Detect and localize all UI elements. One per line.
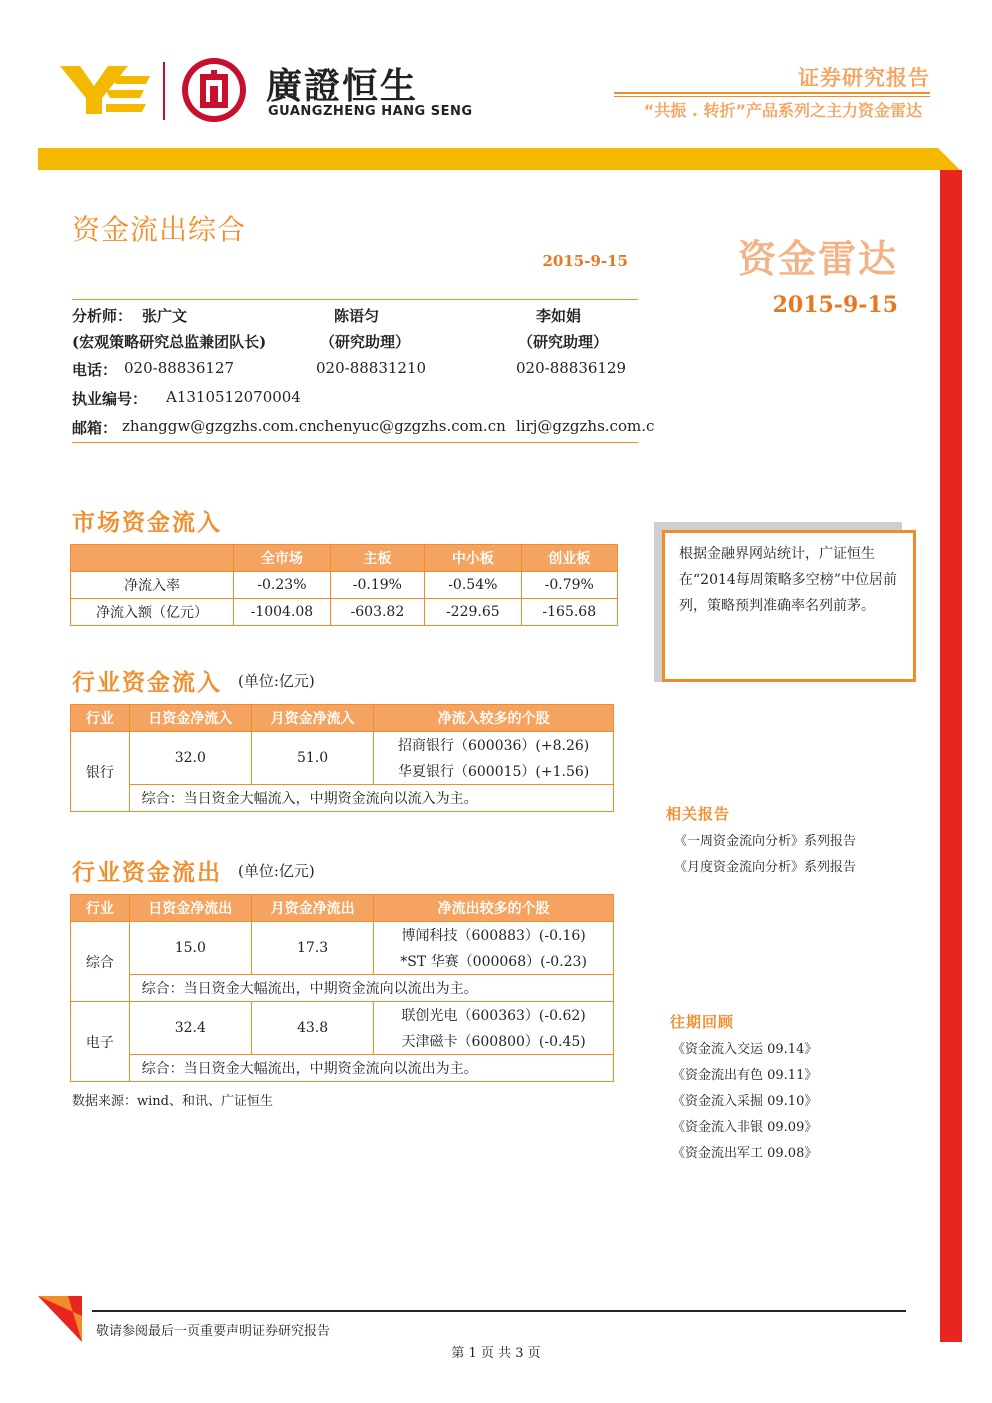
page-number: 第 1 页 共 3 页 bbox=[451, 1346, 541, 1361]
analyst-label: 分析师： bbox=[72, 307, 133, 325]
table-header-row bbox=[71, 545, 618, 572]
email-label: 邮箱： bbox=[72, 419, 118, 437]
brand-name-cn: 廣證恒生 bbox=[266, 66, 419, 107]
brand-logo-icon bbox=[60, 62, 152, 114]
related-report-link[interactable]: 《月度资金流向分析》系列报告 bbox=[674, 860, 857, 875]
table-cell: 32.4 bbox=[129, 1002, 251, 1055]
table-header-cell: 主板 bbox=[330, 545, 424, 572]
table-header-row bbox=[71, 895, 614, 922]
analyst-1-name: 张广文 bbox=[142, 307, 188, 325]
analyst-3-phone: 020-88836129 bbox=[516, 359, 627, 377]
table-cell-stock: 博闻科技（600883）(-0.16) bbox=[374, 922, 614, 949]
table-header-cell: 行业 bbox=[71, 895, 130, 922]
table-cell-industry: 电子 bbox=[71, 1002, 130, 1082]
table-cell: 43.8 bbox=[251, 1002, 373, 1055]
analyst-1-role: (宏观策略研究总监兼团队长) bbox=[72, 333, 267, 351]
table-cell: -165.68 bbox=[521, 599, 617, 626]
footer-triangle-icon bbox=[38, 1296, 82, 1342]
market-table bbox=[70, 544, 618, 626]
analyst-3-role: （研究助理） bbox=[518, 333, 609, 351]
table-cell: -0.54% bbox=[425, 572, 521, 599]
table-header-cell: 行业 bbox=[71, 705, 130, 732]
table-cell: -0.79% bbox=[521, 572, 617, 599]
section-heading-outflow: 行业资金流出 bbox=[72, 859, 222, 886]
logo-divider bbox=[163, 62, 165, 120]
table-cell: 51.0 bbox=[251, 732, 373, 785]
table-cell-stock: 招商银行（600036）(+8.26) bbox=[374, 732, 614, 759]
analyst-2-email[interactable]: chenyuc@gzgzhs.com.cn bbox=[316, 417, 506, 435]
seal-logo-icon bbox=[180, 56, 248, 124]
report-date: 2015-9-15 bbox=[542, 252, 628, 270]
table-header-cell: 净流出较多的个股 bbox=[374, 895, 614, 922]
table-cell: -0.19% bbox=[330, 572, 424, 599]
table-cell-stock: 联创光电（600363）(-0.62) bbox=[374, 1002, 614, 1029]
table-header-row bbox=[71, 705, 614, 732]
table-header-cell: 月资金净流出 bbox=[251, 895, 373, 922]
radar-date: 2015-9-15 bbox=[772, 292, 898, 318]
header-band bbox=[38, 148, 960, 170]
table-header-cell: 月资金净流入 bbox=[251, 705, 373, 732]
table-cell-stock: *ST 华赛（000068）(-0.23) bbox=[374, 948, 614, 975]
table-header-cell: 中小板 bbox=[425, 545, 521, 572]
table-cell-summary: 综合：当日资金大幅流入，中期资金流向以流入为主。 bbox=[129, 785, 613, 812]
footer-rule bbox=[92, 1310, 906, 1312]
page-title: 资金流出综合 bbox=[72, 213, 247, 246]
analyst-rule bbox=[72, 299, 638, 300]
table-cell-stock: 天津磁卡（600800）(-0.45) bbox=[374, 1028, 614, 1055]
table-cell: 15.0 bbox=[129, 922, 251, 975]
table-cell: 净流入额（亿元） bbox=[71, 599, 234, 626]
table-row bbox=[71, 599, 618, 626]
analyst-2-name: 陈语匀 bbox=[334, 307, 380, 325]
series-title: “共振 . 转折”产品系列之主力资金雷达 bbox=[643, 101, 922, 120]
cert-label: 执业编号： bbox=[72, 390, 148, 408]
table-header-cell: 日资金净流出 bbox=[129, 895, 251, 922]
analyst-2-role: （研究助理） bbox=[320, 333, 411, 351]
table-header-cell: 日资金净流入 bbox=[129, 705, 251, 732]
table-cell: 17.3 bbox=[251, 922, 373, 975]
analyst-1-email[interactable]: zhanggw@gzgzhs.com.cn bbox=[122, 417, 317, 435]
table-row bbox=[71, 1055, 614, 1082]
header-rule bbox=[614, 96, 930, 97]
past-report-link[interactable]: 《资金流入采掘 09.10》 bbox=[672, 1094, 818, 1109]
past-report-link[interactable]: 《资金流出有色 09.11》 bbox=[672, 1068, 818, 1083]
table-header-cell: 全市场 bbox=[234, 545, 331, 572]
table-cell: -1004.08 bbox=[234, 599, 331, 626]
section-heading-inflow: 行业资金流入 bbox=[72, 669, 222, 696]
table-cell: 32.0 bbox=[129, 732, 251, 785]
past-report-link[interactable]: 《资金流入非银 09.09》 bbox=[672, 1120, 818, 1135]
table-row bbox=[71, 572, 618, 599]
table-row bbox=[71, 785, 614, 812]
table-cell-industry: 银行 bbox=[71, 732, 130, 812]
table-cell: -229.65 bbox=[425, 599, 521, 626]
analyst-rule bbox=[72, 442, 638, 443]
brand-name-en: GUANGZHENG HANG SENG bbox=[268, 104, 473, 119]
table-cell-stock: 华夏银行（600015）(+1.56) bbox=[374, 758, 614, 785]
radar-title: 资金雷达 bbox=[737, 237, 898, 281]
related-report-link[interactable]: 《一周资金流向分析》系列报告 bbox=[674, 834, 857, 849]
table-cell-summary: 综合：当日资金大幅流出，中期资金流向以流出为主。 bbox=[129, 1055, 613, 1082]
table-row bbox=[71, 1002, 614, 1029]
table-row bbox=[71, 922, 614, 949]
analyst-2-phone: 020-88831210 bbox=[316, 359, 427, 377]
data-source: 数据来源：wind、和讯、广证恒生 bbox=[72, 1094, 273, 1109]
table-cell: -603.82 bbox=[330, 599, 424, 626]
analyst-3-name: 李如娟 bbox=[536, 307, 582, 325]
callout-box: 根据金融界网站统计，广证恒生在“2014每周策略多空榜”中位居前列，策略预判准确率名列前茅。 bbox=[662, 530, 916, 682]
table-cell-summary: 综合：当日资金大幅流出，中期资金流向以流出为主。 bbox=[129, 975, 613, 1002]
analyst-1-cert: A1310512070004 bbox=[166, 388, 301, 406]
table-row bbox=[71, 975, 614, 1002]
past-report-link[interactable]: 《资金流入交运 09.14》 bbox=[672, 1042, 818, 1057]
table-header-cell: 创业板 bbox=[521, 545, 617, 572]
analyst-3-email[interactable]: lirj@gzgzhs.com.c bbox=[516, 417, 655, 435]
past-report-link[interactable]: 《资金流出军工 09.08》 bbox=[672, 1146, 818, 1161]
table-header-cell: 净流入较多的个股 bbox=[374, 705, 614, 732]
table-row bbox=[71, 732, 614, 759]
side-red-bar bbox=[940, 170, 962, 1342]
table-cell: 净流入率 bbox=[71, 572, 234, 599]
footer-note: 敬请参阅最后一页重要声明证券研究报告 bbox=[96, 1324, 331, 1339]
table-cell: -0.23% bbox=[234, 572, 331, 599]
unit-label: (单位:亿元) bbox=[238, 672, 315, 690]
past-reports-heading: 往期回顾 bbox=[670, 1013, 735, 1031]
analyst-1-phone: 020-88836127 bbox=[124, 359, 235, 377]
unit-label: (单位:亿元) bbox=[238, 862, 315, 880]
header-rule bbox=[614, 92, 930, 94]
section-heading-market: 市场资金流入 bbox=[72, 509, 222, 536]
phone-label: 电话： bbox=[72, 361, 118, 379]
table-cell-industry: 综合 bbox=[71, 922, 130, 1002]
related-reports-heading: 相关报告 bbox=[666, 805, 731, 823]
outflow-table bbox=[70, 894, 614, 1082]
inflow-table bbox=[70, 704, 614, 812]
report-type: 证券研究报告 bbox=[798, 66, 930, 90]
table-header-cell bbox=[71, 545, 234, 572]
